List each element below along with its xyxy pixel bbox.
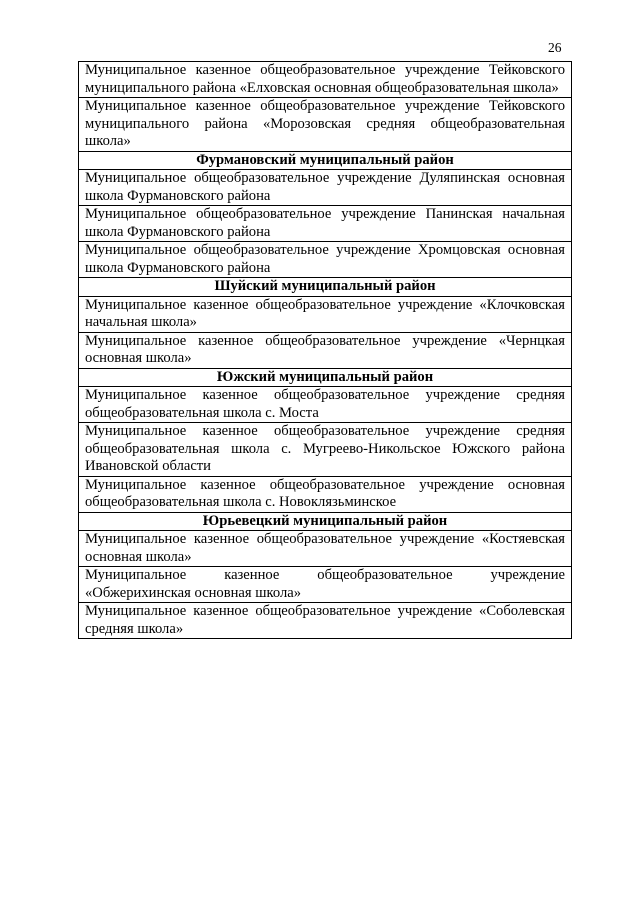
school-entry: Муниципальное казенное общеобразовательное учреждение средняя общеобразовательная школа с. Мугреево-Никольское Южского района Ивановской области	[79, 423, 572, 477]
table-row	[79, 170, 572, 206]
school-entry: Муниципальное казенное общеобразовательное учреждение «Костяевская основная школа»	[79, 531, 572, 567]
school-entry: Муниципальное казенное общеобразовательное учреждение средняя общеобразовательная школа с. Моста	[79, 387, 572, 423]
table-row	[79, 476, 572, 512]
table-row	[79, 278, 572, 297]
table-row	[79, 512, 572, 531]
school-entry: Муниципальное казенное общеобразовательное учреждение Тейковского муниципального района «Морозовская средняя общеобразовательная школа»	[79, 98, 572, 152]
table-row	[79, 151, 572, 170]
page-number: 26	[548, 40, 562, 55]
table-row	[79, 62, 572, 98]
district-heading: Фурмановский муниципальный район	[79, 151, 572, 170]
school-entry: Муниципальное казенное общеобразовательное учреждение Тейковского муниципального района «Елховская основная общеобразовательная школа»	[79, 62, 572, 98]
table-row	[79, 567, 572, 603]
table-row	[79, 242, 572, 278]
table-row	[79, 531, 572, 567]
table-row	[79, 296, 572, 332]
schools-table	[78, 61, 572, 639]
table-row	[79, 332, 572, 368]
school-entry: Муниципальное казенное общеобразовательное учреждение основная общеобразовательная школа с. Новоклязьминское	[79, 476, 572, 512]
school-entry: Муниципальное общеобразовательное учреждение Панинская начальная школа Фурмановского района	[79, 206, 572, 242]
district-heading: Шуйский муниципальный район	[79, 278, 572, 297]
table-row	[79, 387, 572, 423]
school-entry: Муниципальное казенное общеобразовательное учреждение «Обжерихинская основная школа»	[79, 567, 572, 603]
district-heading: Южский муниципальный район	[79, 368, 572, 387]
table-row	[79, 423, 572, 477]
school-entry: Муниципальное казенное общеобразовательное учреждение «Чернцкая основная школа»	[79, 332, 572, 368]
district-heading: Юрьевецкий муниципальный район	[79, 512, 572, 531]
table-row	[79, 206, 572, 242]
table-row	[79, 603, 572, 639]
school-entry: Муниципальное казенное общеобразовательное учреждение «Клочковская начальная школа»	[79, 296, 572, 332]
table-row	[79, 368, 572, 387]
table-row	[79, 98, 572, 152]
school-entry: Муниципальное общеобразовательное учреждение Хромцовская основная школа Фурмановского района	[79, 242, 572, 278]
school-entry: Муниципальное общеобразовательное учреждение Дуляпинская основная школа Фурмановского района	[79, 170, 572, 206]
school-entry: Муниципальное казенное общеобразовательное учреждение «Соболевская средняя школа»	[79, 603, 572, 639]
